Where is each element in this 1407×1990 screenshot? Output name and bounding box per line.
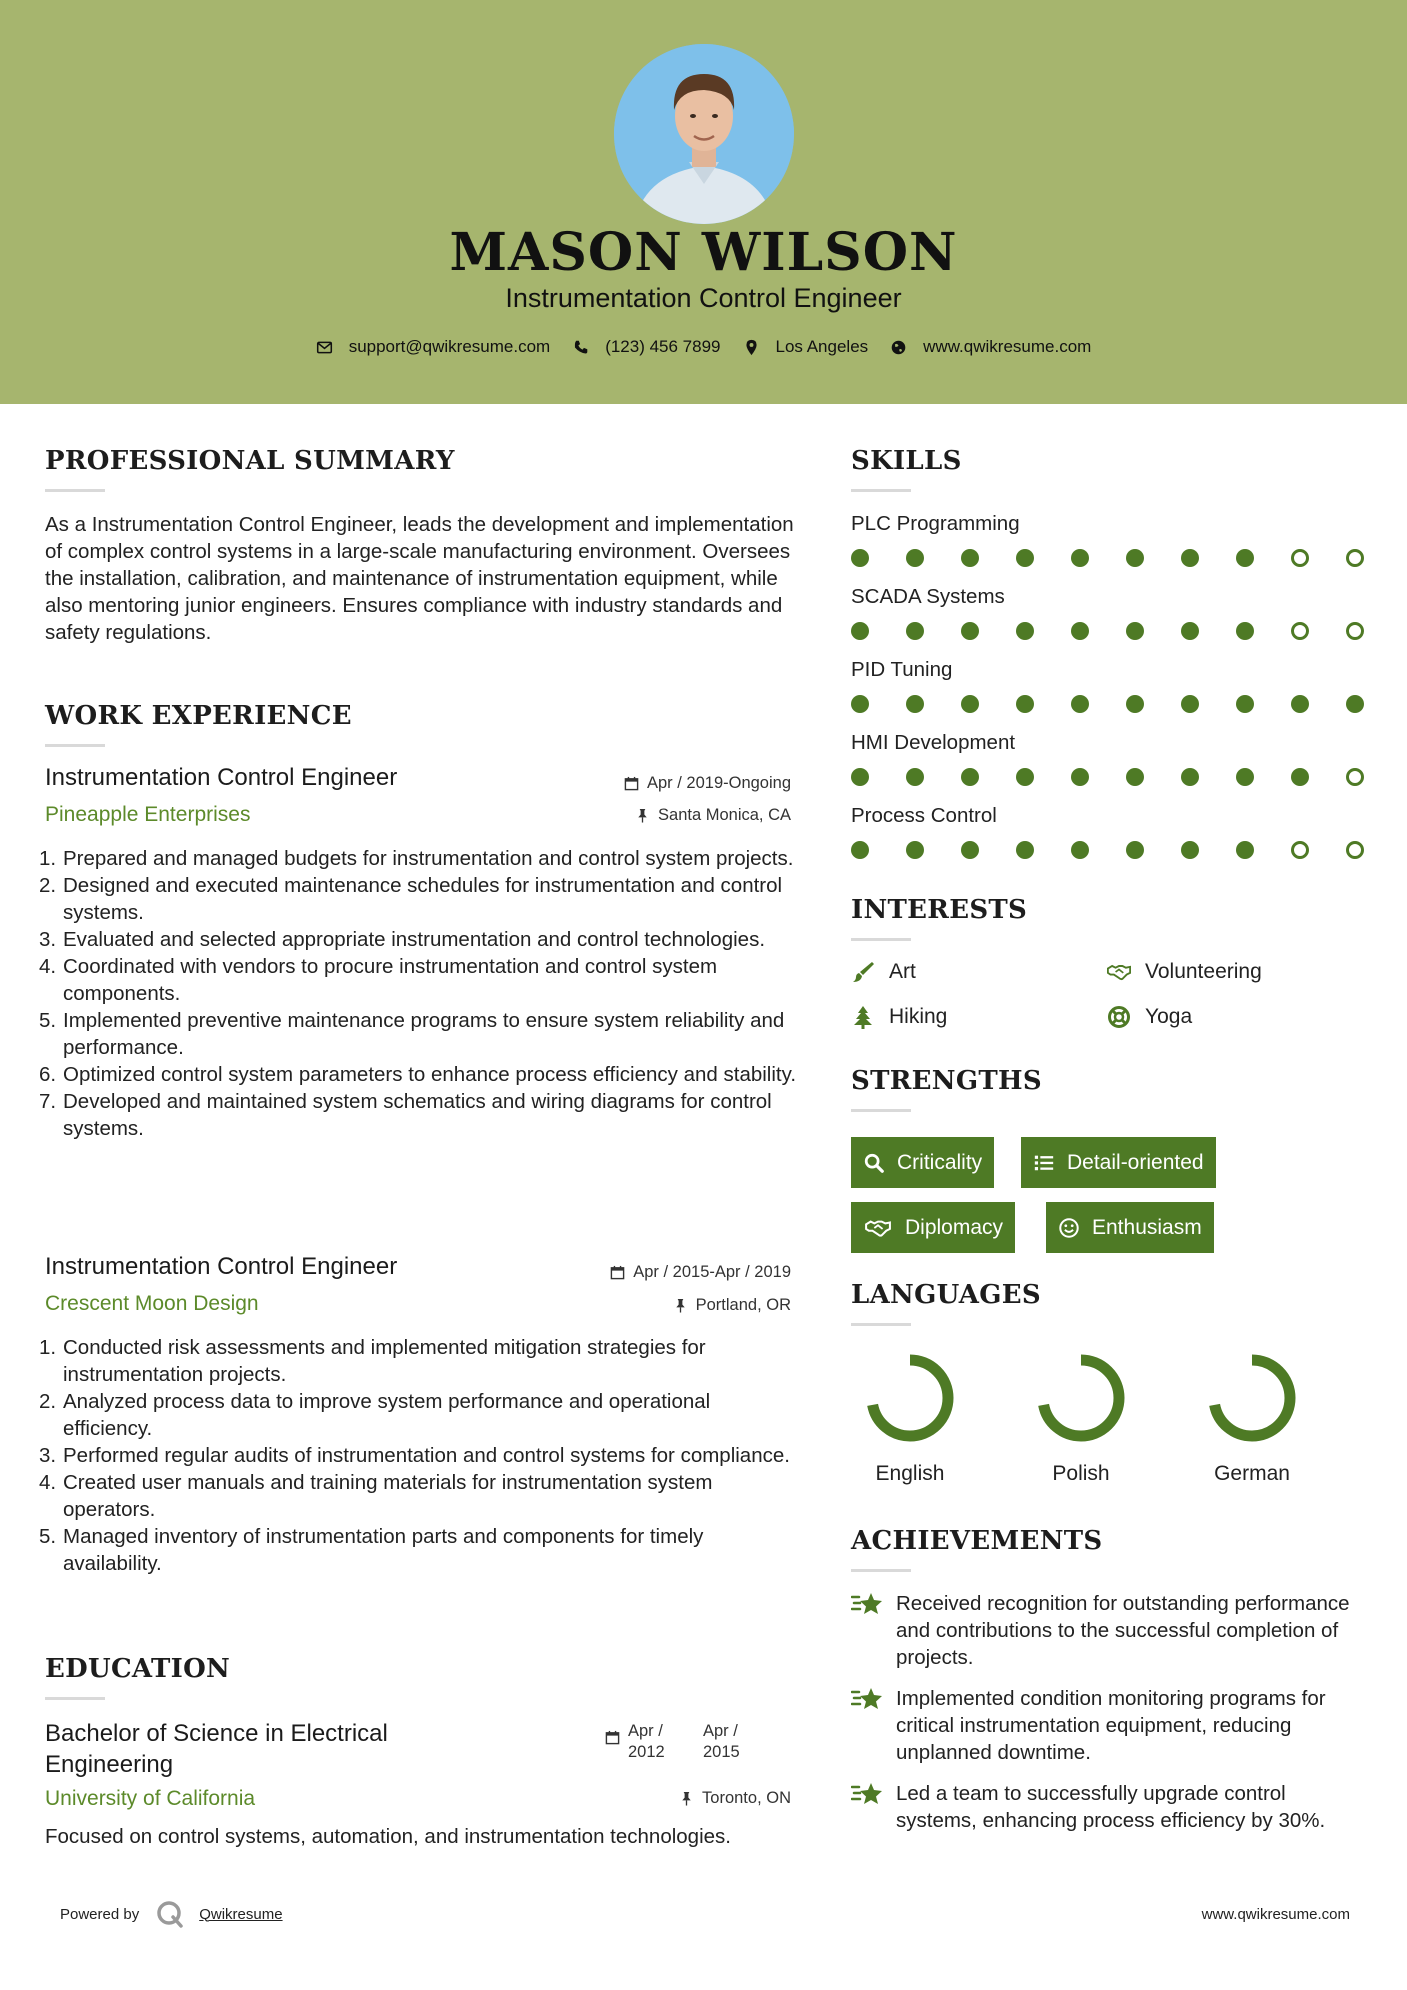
language-label: German — [1214, 1462, 1290, 1485]
interests-heading: INTERESTS — [851, 895, 1028, 925]
strength-badge — [1021, 1137, 1216, 1188]
email-text: support@qwikresume.com — [348, 337, 551, 356]
interest-label: Volunteering — [1145, 960, 1262, 983]
achievements-heading: ACHIEVEMENTS — [851, 1526, 1103, 1556]
rating-dot-filled — [1016, 695, 1034, 713]
section-divider — [851, 489, 911, 492]
education-start-month: Apr / — [628, 1722, 663, 1740]
rating-dot-filled — [961, 695, 979, 713]
languages-heading: LANGUAGES — [851, 1280, 1041, 1310]
achievement-item — [851, 1780, 1371, 1834]
interest-label: Hiking — [889, 1005, 948, 1028]
experience-heading: WORK EXPERIENCE — [45, 701, 352, 731]
list-item: Coordinated with vendors to procure instrumentation and control system components. — [63, 955, 718, 1005]
list-item: Created user manuals and training materials for instrumentation system operators. — [63, 1471, 713, 1521]
education-end-month: Apr / — [703, 1722, 738, 1740]
job-dates — [500, 774, 791, 793]
rating-dot-filled — [1126, 549, 1144, 567]
skill-rating — [851, 841, 1401, 859]
list-item: Optimized control system parameters to enhance process efficiency and stability. — [63, 1063, 797, 1086]
rating-dot-filled — [906, 549, 924, 567]
rating-dot-empty — [1346, 768, 1364, 786]
section-divider — [45, 489, 105, 492]
rating-dot-empty — [1346, 622, 1364, 640]
rating-dot-filled — [1126, 695, 1144, 713]
job-title: Instrumentation Control Engineer — [45, 1253, 398, 1280]
job-dates-text: Apr / 2019-Ongoing — [646, 774, 791, 792]
brand-link[interactable]: Qwikresume — [199, 1905, 283, 1923]
achievement-item — [851, 1685, 1371, 1766]
rating-dot-filled — [1126, 841, 1144, 859]
interest-yoga — [1107, 1005, 1192, 1029]
skill-rating — [851, 622, 1401, 640]
interest-art — [851, 960, 916, 984]
tree-icon — [851, 1005, 875, 1029]
job-location — [500, 1296, 791, 1315]
star-award-icon — [851, 1685, 883, 1715]
school-name: University of California — [45, 1787, 256, 1810]
language-item — [1197, 1350, 1307, 1486]
list-item: Performed regular audits of instrumentation and control systems for compliance. — [63, 1444, 790, 1467]
language-item — [1026, 1350, 1136, 1486]
job-dates — [500, 1263, 791, 1282]
rating-dot-filled — [1291, 768, 1309, 786]
language-proficiency-arc — [872, 1360, 948, 1436]
skill-name: PID Tuning — [851, 658, 953, 681]
language-label: English — [875, 1462, 945, 1485]
qwikresume-logo-icon — [155, 1899, 185, 1929]
skill-name: HMI Development — [851, 731, 1016, 754]
envelope-icon — [316, 339, 333, 356]
paintbrush-icon — [851, 960, 875, 984]
contact-website[interactable] — [890, 337, 1091, 357]
education-description: Focused on control systems, automation, and instrumentation technologies. — [45, 1825, 731, 1848]
section-divider — [45, 744, 105, 747]
pushpin-icon — [673, 1298, 688, 1313]
achievement-text: Received recognition for outstanding performance and contributions to the successful completion of projects. — [896, 1592, 1350, 1669]
candidate-name: MASON WILSON — [449, 222, 958, 283]
section-divider — [45, 1697, 105, 1700]
job-dates-text: Apr / 2015-Apr / 2019 — [633, 1263, 791, 1281]
education-end-year: 2015 — [703, 1743, 740, 1761]
rating-dot-filled — [851, 841, 869, 859]
profile-photo — [614, 44, 794, 224]
calendar-icon — [605, 1730, 620, 1745]
rating-dot-filled — [1016, 841, 1034, 859]
location-text: Los Angeles — [775, 337, 869, 356]
achievement-text: Implemented condition monitoring programs for critical instrumentation equipment, reducing unplanned downtime. — [896, 1687, 1326, 1764]
rating-dot-filled — [961, 768, 979, 786]
strength-label: Diplomacy — [905, 1215, 1004, 1239]
resume-header — [0, 0, 1407, 404]
rating-dot-filled — [961, 622, 979, 640]
contact-email[interactable] — [316, 337, 551, 357]
globe-icon — [890, 339, 907, 356]
rating-dot-filled — [851, 622, 869, 640]
skill-rating — [851, 695, 1401, 713]
phone-icon — [572, 339, 589, 356]
rating-dot-filled — [1181, 768, 1199, 786]
achievement-item — [851, 1590, 1371, 1671]
language-proficiency-arc — [1043, 1360, 1119, 1436]
contact-phone[interactable] — [572, 337, 720, 357]
interest-label: Art — [889, 960, 916, 983]
rating-dot-filled — [1071, 622, 1089, 640]
rating-dot-filled — [1016, 622, 1034, 640]
rating-dot-filled — [1181, 841, 1199, 859]
interest-label: Yoga — [1145, 1005, 1193, 1028]
rating-dot-filled — [1071, 695, 1089, 713]
skill-rating — [851, 768, 1401, 786]
list-item: Implemented preventive maintenance programs to ensure system reliability and performance. — [63, 1009, 785, 1059]
language-proficiency-ring — [1204, 1350, 1300, 1446]
rating-dot-filled — [1071, 549, 1089, 567]
rating-dot-filled — [1236, 695, 1254, 713]
rating-dot-empty — [1291, 622, 1309, 640]
contact-location — [743, 337, 869, 357]
rating-dot-filled — [906, 695, 924, 713]
strength-badge — [851, 1202, 1015, 1253]
rating-dot-filled — [1016, 768, 1034, 786]
list-item: Managed inventory of instrumentation parts and components for timely availability. — [63, 1525, 704, 1575]
strength-badge — [851, 1137, 994, 1188]
job-location-text: Portland, OR — [695, 1296, 791, 1314]
powered-by-label: Powered by — [60, 1905, 140, 1923]
summary-heading: PROFESSIONAL SUMMARY — [45, 446, 455, 476]
lifebuoy-icon — [1107, 1005, 1131, 1029]
job-location-text: Santa Monica, CA — [658, 806, 791, 824]
rating-dot-filled — [1071, 841, 1089, 859]
job-title: Instrumentation Control Engineer — [45, 764, 398, 791]
education-location — [500, 1789, 791, 1808]
section-divider — [851, 938, 911, 941]
rating-dot-filled — [1181, 549, 1199, 567]
list-item: Prepared and managed budgets for instrumentation and control system projects. — [63, 847, 794, 870]
education-start-year: 2012 — [628, 1743, 665, 1761]
skills-heading: SKILLS — [851, 446, 962, 476]
rating-dot-filled — [1236, 768, 1254, 786]
rating-dot-filled — [1126, 622, 1144, 640]
language-proficiency-arc — [1214, 1360, 1290, 1436]
candidate-role: Instrumentation Control Engineer — [505, 283, 902, 313]
skill-name: SCADA Systems — [851, 585, 1005, 608]
list-item: Developed and maintained system schematics and wiring diagrams for control systems. — [63, 1090, 772, 1140]
rating-dot-filled — [851, 695, 869, 713]
list-icon — [1033, 1152, 1055, 1174]
rating-dot-filled — [1236, 622, 1254, 640]
search-icon — [863, 1152, 885, 1174]
rating-dot-empty — [1346, 841, 1364, 859]
language-label: Polish — [1052, 1462, 1110, 1485]
interest-volunteering — [1107, 960, 1262, 984]
job-company: Crescent Moon Design — [45, 1292, 259, 1315]
handshake-icon — [1107, 960, 1131, 984]
degree-title: Bachelor of Science in Electrical Engineering — [45, 1720, 388, 1778]
list-item: Conducted risk assessments and implemented mitigation strategies for instrumentation projects. — [63, 1336, 706, 1386]
education-dates — [605, 1721, 740, 1763]
rating-dot-filled — [961, 841, 979, 859]
rating-dot-empty — [1291, 549, 1309, 567]
list-item: Evaluated and selected appropriate instrumentation and control technologies. — [63, 928, 766, 951]
rating-dot-empty — [1346, 549, 1364, 567]
rating-dot-filled — [851, 768, 869, 786]
list-item: Analyzed process data to improve system performance and operational efficiency. — [63, 1390, 711, 1440]
rating-dot-filled — [1346, 695, 1364, 713]
strength-label: Enthusiasm — [1092, 1215, 1202, 1239]
job-company: Pineapple Enterprises — [45, 803, 251, 826]
website-text: www.qwikresume.com — [923, 337, 1092, 356]
pushpin-icon — [679, 1791, 694, 1806]
achievement-text: Led a team to successfully upgrade control systems, enhancing process efficiency by 30%. — [896, 1782, 1326, 1832]
job-responsibilities — [45, 1334, 797, 1577]
rating-dot-filled — [1291, 695, 1309, 713]
strength-label: Detail-oriented — [1067, 1150, 1204, 1174]
star-award-icon — [851, 1590, 883, 1620]
phone-text: (123) 456 7899 — [605, 337, 721, 356]
rating-dot-filled — [1126, 768, 1144, 786]
rating-dot-filled — [851, 549, 869, 567]
section-divider — [851, 1323, 911, 1326]
strength-label: Criticality — [897, 1150, 983, 1174]
skill-rating — [851, 549, 1401, 567]
skill-name: Process Control — [851, 804, 997, 827]
calendar-icon — [610, 1265, 625, 1280]
footer-powered-by — [60, 1899, 283, 1929]
rating-dot-filled — [906, 622, 924, 640]
section-divider — [851, 1569, 911, 1572]
interest-hiking — [851, 1005, 947, 1029]
strength-badge — [1046, 1202, 1214, 1253]
strengths-heading: STRENGTHS — [851, 1066, 1042, 1096]
rating-dot-empty — [1291, 841, 1309, 859]
map-pin-icon — [743, 339, 760, 356]
language-item — [855, 1350, 965, 1486]
skill-name: PLC Programming — [851, 512, 1020, 535]
rating-dot-filled — [1071, 768, 1089, 786]
summary-text: As a Instrumentation Control Engineer, leads the development and implementation of complex control systems in a large-scale manufacturing environment. Oversees the installation, calibration, and maintenance of instrumentation equipment, while also mentoring junior engineers. Ensures compliance with industry standards and safety regulations. — [45, 513, 794, 644]
language-proficiency-ring — [1033, 1350, 1129, 1446]
rating-dot-filled — [1181, 695, 1199, 713]
pushpin-icon — [635, 808, 650, 823]
rating-dot-filled — [1181, 622, 1199, 640]
section-divider — [851, 1109, 911, 1112]
rating-dot-filled — [906, 841, 924, 859]
list-item: Designed and executed maintenance schedules for instrumentation and control systems. — [63, 874, 783, 924]
handshake-icon — [863, 1217, 893, 1239]
education-location-text: Toronto, ON — [702, 1789, 791, 1807]
footer-website[interactable]: www.qwikresume.com — [1201, 1906, 1350, 1923]
rating-dot-filled — [1016, 549, 1034, 567]
language-proficiency-ring — [862, 1350, 958, 1446]
rating-dot-filled — [1236, 841, 1254, 859]
star-award-icon — [851, 1780, 883, 1810]
calendar-icon — [624, 776, 639, 791]
job-location — [500, 806, 791, 825]
smile-icon — [1058, 1217, 1080, 1239]
rating-dot-filled — [906, 768, 924, 786]
education-heading: EDUCATION — [45, 1654, 231, 1684]
rating-dot-filled — [1236, 549, 1254, 567]
rating-dot-filled — [961, 549, 979, 567]
job-responsibilities — [45, 845, 797, 1142]
contact-bar — [0, 337, 1407, 357]
